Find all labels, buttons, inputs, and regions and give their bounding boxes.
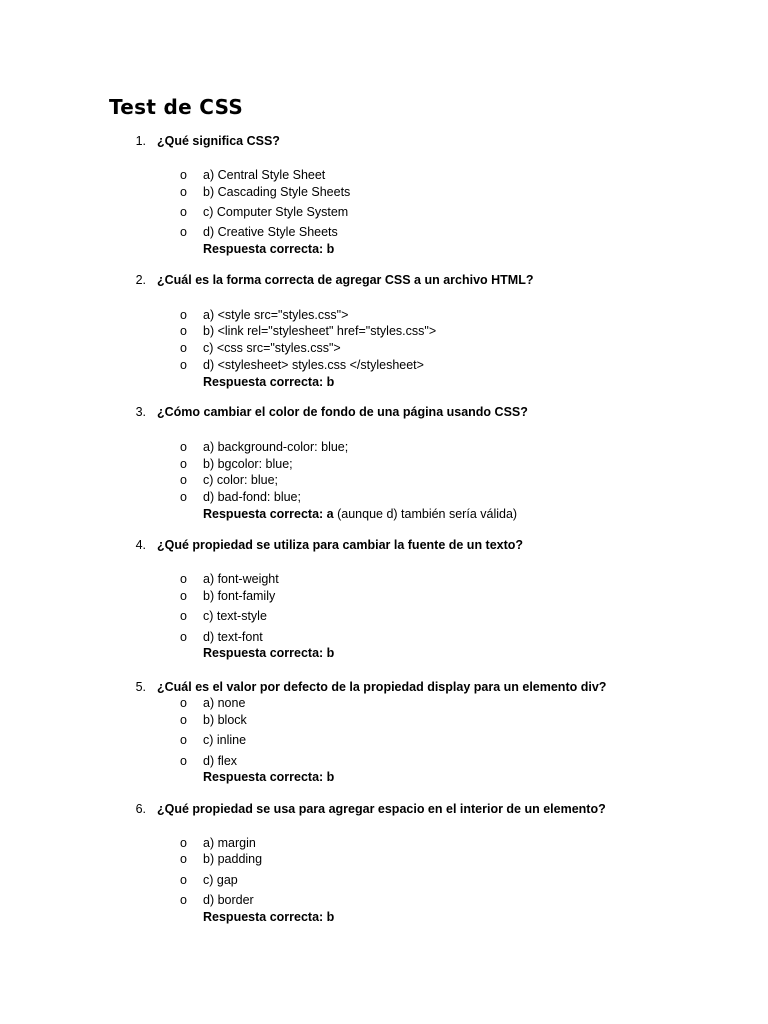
- option-item: a) margin: [203, 836, 256, 850]
- answer-label: Respuesta correcta: b: [203, 910, 335, 924]
- option-item: b) Cascading Style Sheets: [203, 185, 351, 199]
- option-bullet: o: [180, 308, 187, 322]
- question-text: ¿Qué significa CSS?: [157, 134, 280, 148]
- option-bullet: o: [180, 873, 187, 887]
- option-item: a) Central Style Sheet: [203, 168, 326, 182]
- option-bullet: o: [180, 609, 187, 623]
- option-bullet: o: [180, 440, 187, 454]
- option-item: a) <style src="styles.css">: [203, 308, 349, 322]
- option-bullet: o: [180, 457, 187, 471]
- page-title: Test de CSS: [109, 95, 244, 119]
- option-bullet: o: [180, 696, 187, 710]
- option-item: a) font-weight: [203, 572, 279, 586]
- option-bullet: o: [180, 893, 187, 907]
- option-bullet: o: [180, 225, 187, 239]
- question-text: ¿Qué propiedad se usa para agregar espacio en el interior de un elemento?: [157, 802, 606, 816]
- option-item: c) color: blue;: [203, 473, 279, 487]
- option-bullet: o: [180, 733, 187, 747]
- correct-answer: [203, 645, 334, 661]
- question-number: 3.: [135, 405, 146, 419]
- option-bullet: o: [180, 324, 187, 338]
- correct-answer: [203, 769, 334, 785]
- option-item: b) bgcolor: blue;: [203, 457, 293, 471]
- option-bullet: o: [180, 836, 187, 850]
- option-bullet: o: [180, 754, 187, 768]
- option-item: b) padding: [203, 852, 263, 866]
- option-item: b) font-family: [203, 589, 276, 603]
- option-bullet: o: [180, 168, 187, 182]
- option-item: d) Creative Style Sheets: [203, 225, 338, 239]
- correct-answer: [203, 241, 334, 257]
- option-item: d) flex: [203, 754, 238, 768]
- answer-label: Respuesta correcta: b: [203, 375, 335, 389]
- question-text: ¿Qué propiedad se utiliza para cambiar la fuente de un texto?: [157, 538, 524, 552]
- answer-label: Respuesta correcta: b: [203, 770, 335, 784]
- answer-label: Respuesta correcta: a: [203, 507, 334, 521]
- option-item: b) block: [203, 713, 247, 727]
- option-item: d) bad-fond: blue;: [203, 490, 301, 504]
- option-bullet: o: [180, 490, 187, 504]
- answer-label: Respuesta correcta: b: [203, 242, 335, 256]
- option-bullet: o: [180, 341, 187, 355]
- option-bullet: o: [180, 358, 187, 372]
- question-text: ¿Cuál es la forma correcta de agregar CSS a un archivo HTML?: [157, 273, 534, 287]
- option-item: b) <link rel="stylesheet" href="styles.css">: [203, 324, 437, 338]
- option-item: c) <css src="styles.css">: [203, 341, 341, 355]
- option-item: c) inline: [203, 733, 247, 747]
- question-number: 2.: [135, 273, 146, 287]
- correct-answer: [203, 374, 334, 390]
- option-item: a) none: [203, 696, 246, 710]
- correct-answer: [203, 506, 517, 522]
- question-number: 5.: [135, 680, 146, 694]
- option-item: d) border: [203, 893, 254, 907]
- answer-label: Respuesta correcta: b: [203, 646, 335, 660]
- question-text: ¿Cómo cambiar el color de fondo de una página usando CSS?: [157, 405, 528, 419]
- question-number: 6.: [135, 802, 146, 816]
- option-item: c) gap: [203, 873, 238, 887]
- option-bullet: o: [180, 473, 187, 487]
- option-item: d) <stylesheet> styles.css </stylesheet>: [203, 358, 424, 372]
- question-number: 1.: [135, 134, 146, 148]
- answer-note: (aunque d) también sería válida): [333, 507, 518, 521]
- question-number: 4.: [135, 538, 146, 552]
- option-bullet: o: [180, 572, 187, 586]
- option-bullet: o: [180, 185, 187, 199]
- option-bullet: o: [180, 713, 187, 727]
- option-item: c) Computer Style System: [203, 205, 349, 219]
- option-item: c) text-style: [203, 609, 267, 623]
- option-item: d) text-font: [203, 630, 263, 644]
- option-bullet: o: [180, 589, 187, 603]
- option-bullet: o: [180, 852, 187, 866]
- option-bullet: o: [180, 205, 187, 219]
- option-bullet: o: [180, 630, 187, 644]
- correct-answer: [203, 909, 334, 925]
- option-item: a) background-color: blue;: [203, 440, 349, 454]
- question-text: ¿Cuál es el valor por defecto de la propiedad display para un elemento div?: [157, 680, 607, 694]
